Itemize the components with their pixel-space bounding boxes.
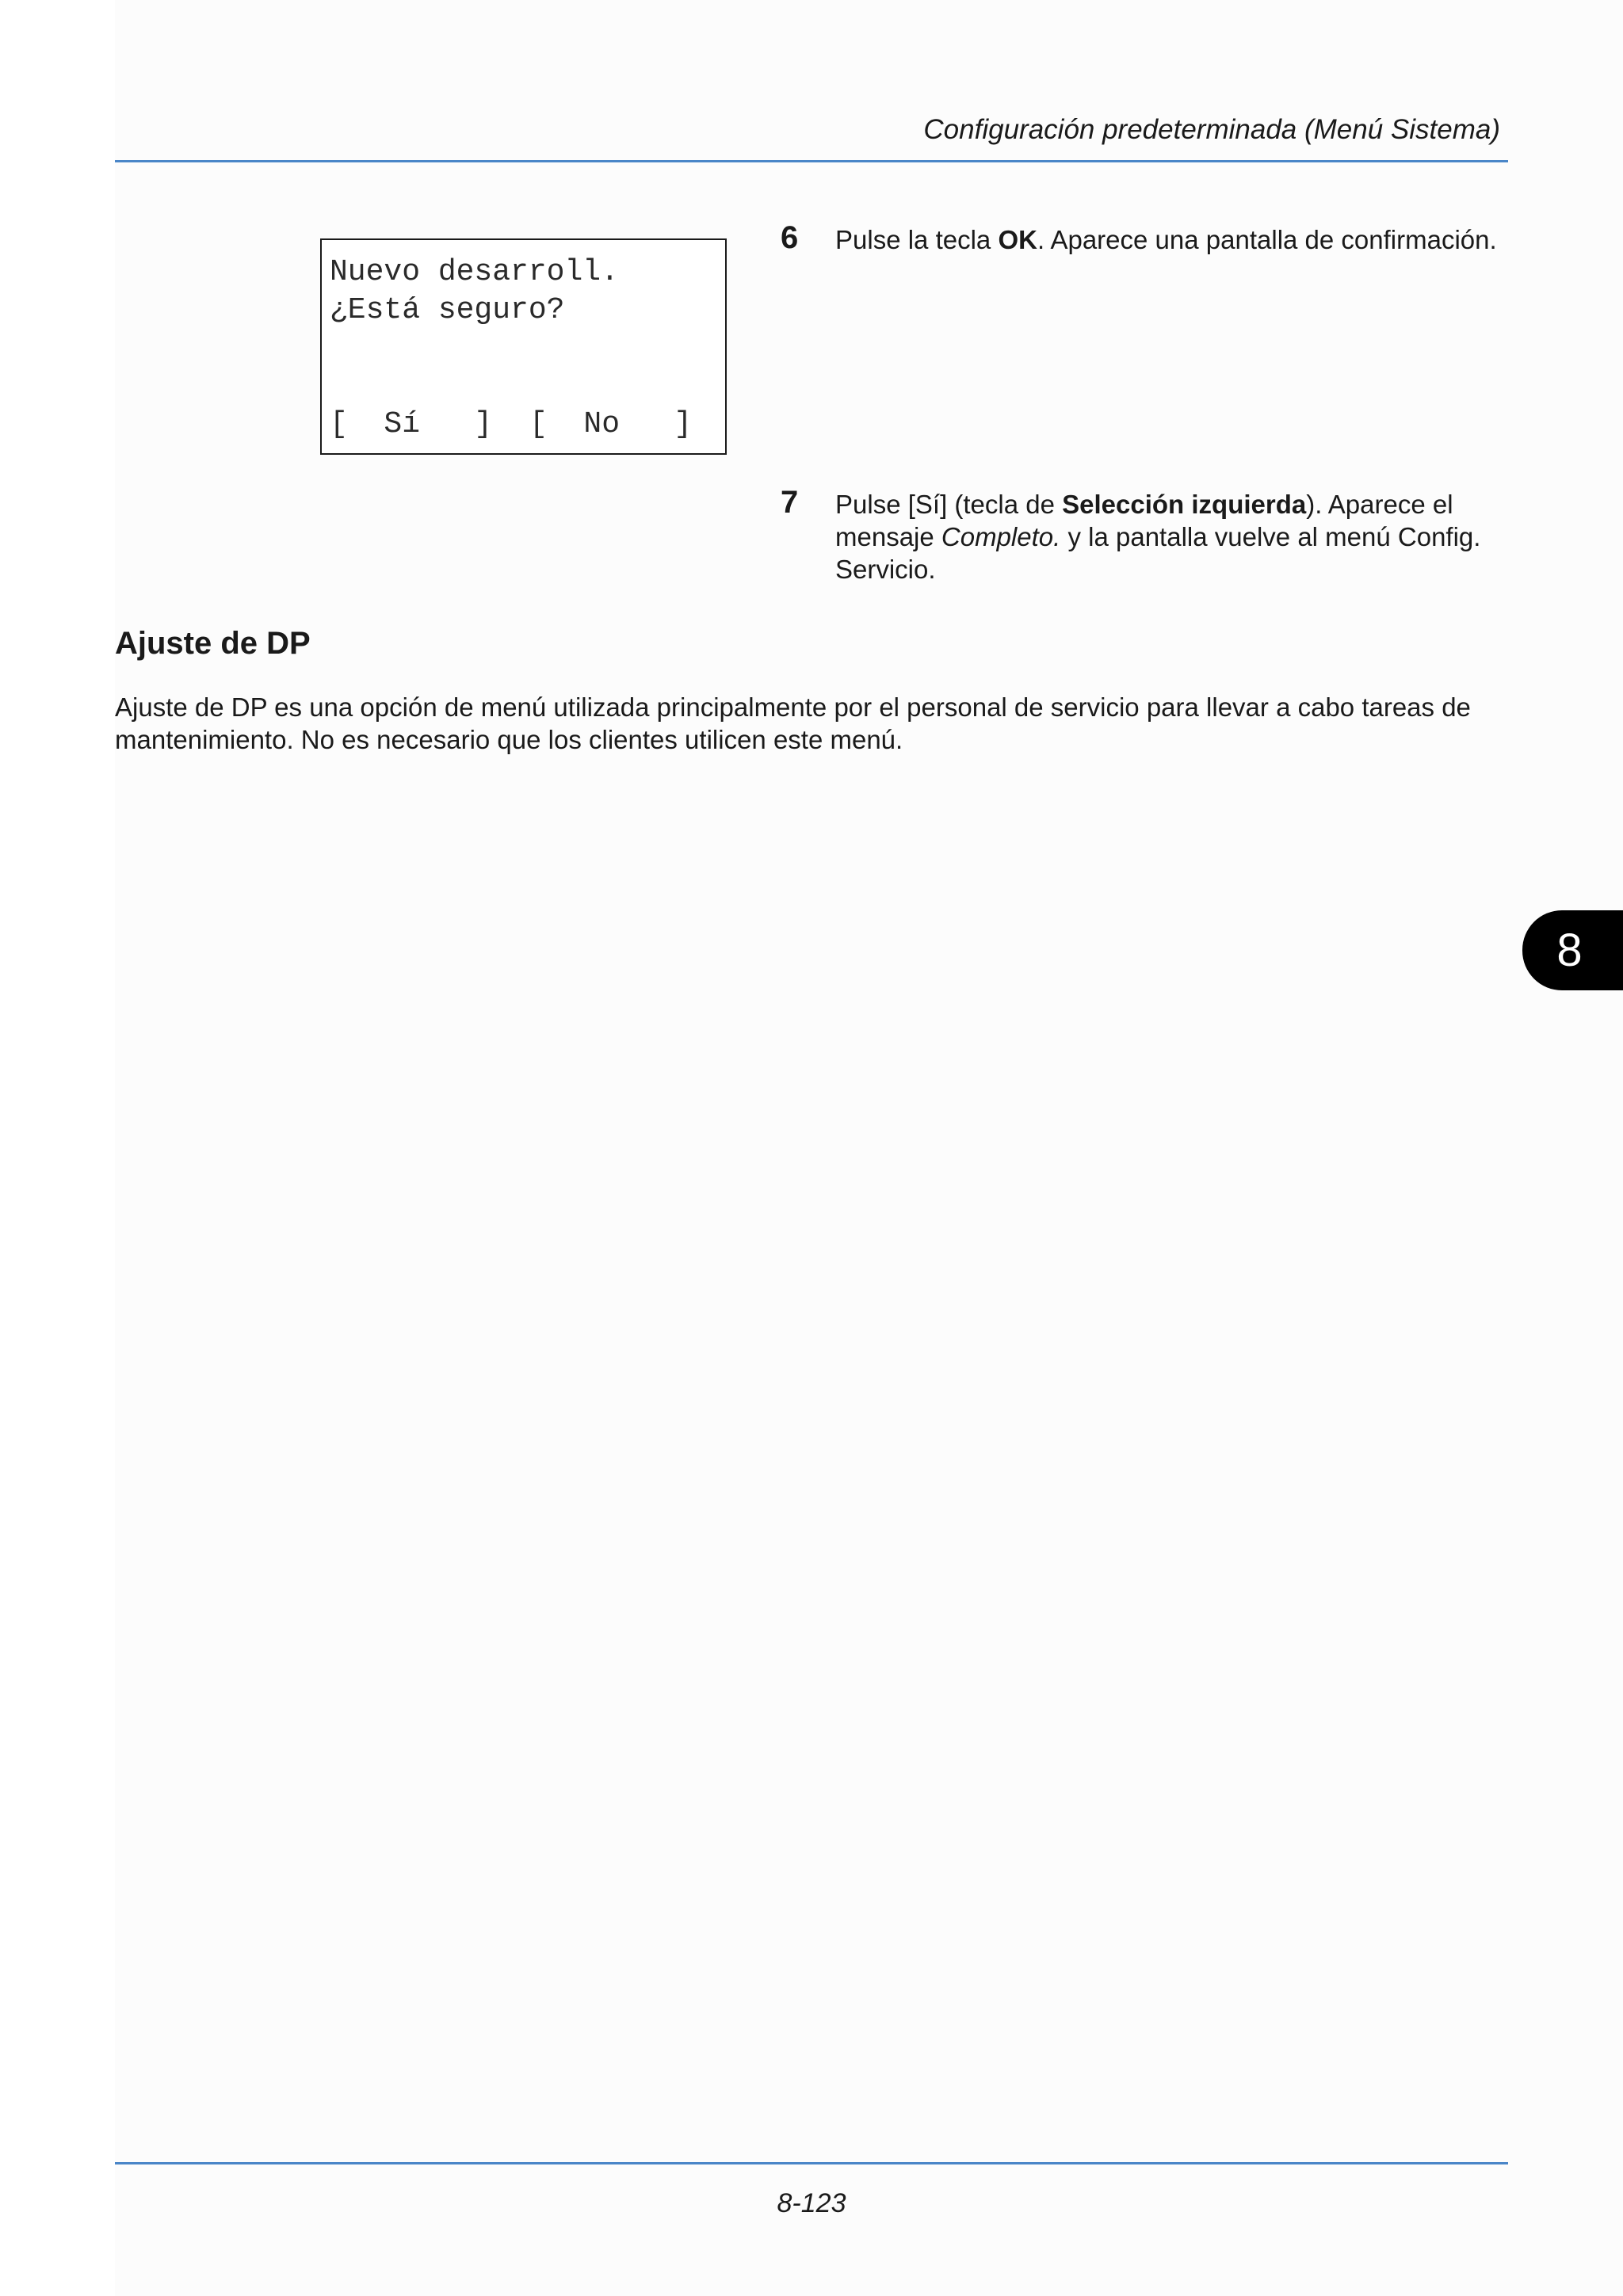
header-rule	[115, 160, 1508, 162]
page-number: 8-123	[777, 2188, 846, 2218]
lcd-line-2: ¿Está seguro?	[330, 293, 565, 327]
running-header: Configuración predeterminada (Menú Sistema)	[923, 114, 1500, 145]
key-name-left-select: Selección izquierda	[1062, 490, 1307, 519]
step-text-part: . Aparece una pantalla de confirmación.	[1037, 225, 1497, 254]
step-text	[835, 223, 1509, 256]
lcd-softkey-right: [ No ]	[529, 407, 693, 441]
key-name-ok: OK	[998, 225, 1037, 254]
lcd-screen-illustration	[320, 238, 727, 455]
chapter-number: 8	[1556, 924, 1583, 976]
step-text	[835, 488, 1509, 585]
step-number: 6	[781, 220, 799, 255]
lcd-line-1: Nuevo desarroll.	[330, 255, 619, 289]
footer-rule	[115, 2162, 1508, 2164]
step-number: 7	[781, 485, 799, 520]
chapter-tab	[1522, 910, 1623, 990]
lcd-softkey-left: [ Sí ]	[330, 407, 493, 441]
section-body: Ajuste de DP es una opción de menú utilizada principalmente por el personal de servicio para llevar a cabo tareas de mantenimiento. No es necesario que los clientes utilicen este menú.	[115, 692, 1471, 754]
message-name-completo: Completo.	[941, 522, 1061, 551]
step-text-part: Pulse la tecla	[835, 225, 999, 254]
step-text-part: y la pantalla vuelve al menú Config. Servicio.	[835, 522, 1481, 584]
section-heading: Ajuste de DP	[115, 626, 311, 661]
step-text-part: ). Aparece el mensaje	[835, 490, 1453, 551]
step-text-part: Pulse [Sí] (tecla de	[835, 490, 1063, 519]
